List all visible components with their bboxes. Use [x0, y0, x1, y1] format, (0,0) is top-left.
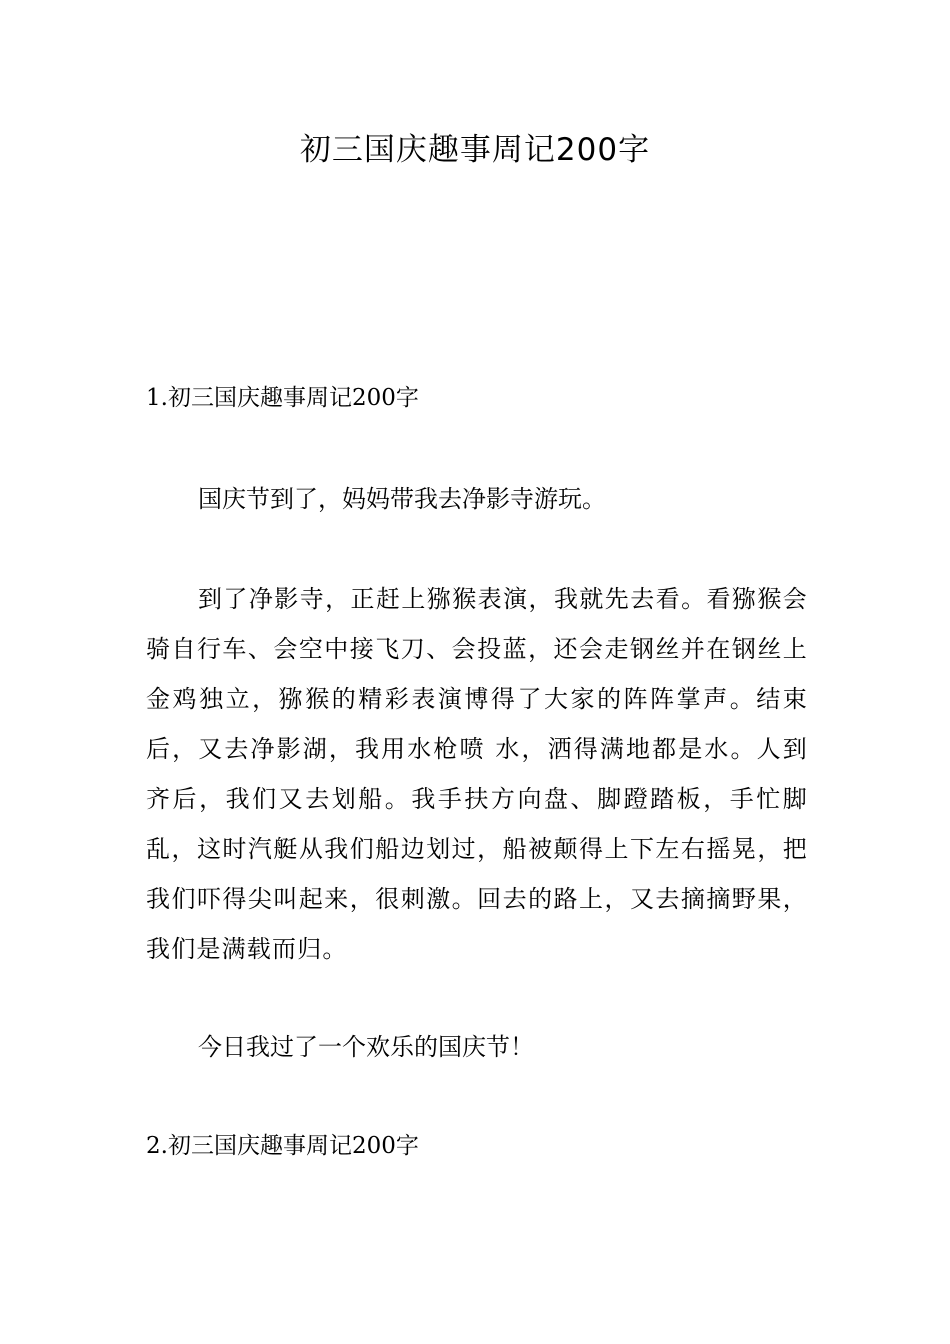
- section-heading: 1.初三国庆趣事周记200字: [146, 385, 419, 411]
- body-paragraph: 到了净影寺，正赶上猕猴表演，我就先去看。看猕猴会骑自行车、会空中接飞刀、会投蓝，还会走钢丝并在钢丝上金鸡独立，猕猴的精彩表演博得了大家的阵阵掌声。结束后，又去净影湖，我用水枪喷 水，洒得满地都是水。人到齐后，我们又去划船。我手扶方向盘、脚蹬踏板，手忙脚乱，这时汽艇从我们船边划过，船被颠得上下左右摇晃，把我们吓得尖叫起来，很刺激。回去的路上，又去摘摘野果，我们是满载而归。: [146, 585, 808, 963]
- document-title: 初三国庆趣事周记200字: [299, 132, 651, 168]
- body-paragraph: 今日我过了一个欢乐的国庆节！: [198, 1033, 534, 1061]
- section-heading: 2.初三国庆趣事周记200字: [146, 1133, 419, 1159]
- body-paragraph: 国庆节到了，妈妈带我去净影寺游玩。: [198, 485, 606, 513]
